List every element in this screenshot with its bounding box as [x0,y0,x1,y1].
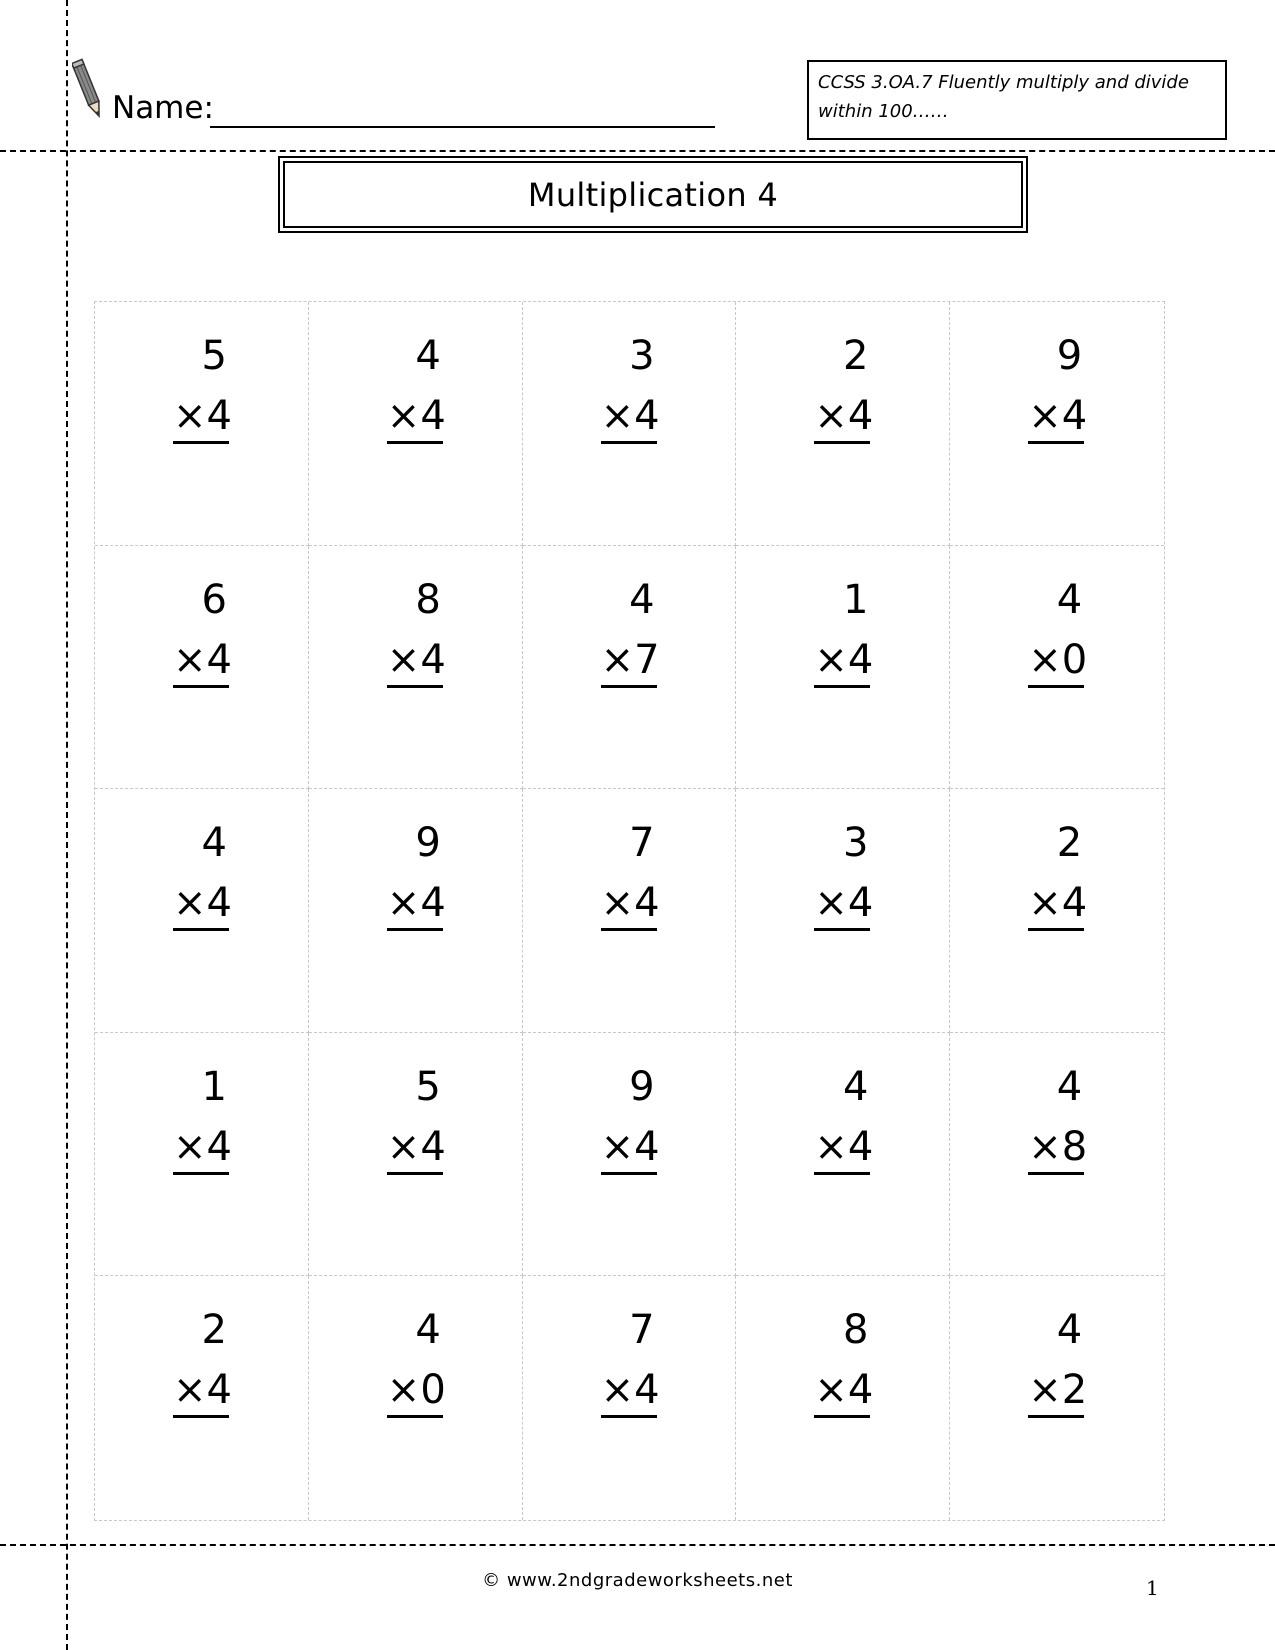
problem-cell[interactable] [523,1276,737,1520]
problem-top-number: 3 [842,820,869,867]
problem [386,1306,446,1418]
problem [1028,332,1088,444]
problem-multiplier: ×4 [387,392,443,444]
problem-top-number: 4 [1056,1307,1083,1354]
problem [814,576,874,688]
problem [1028,1306,1088,1418]
problem [600,576,660,688]
problem-cell[interactable] [736,1276,950,1520]
problem-top-number: 9 [1056,333,1083,379]
problem [814,819,874,931]
problem-top-number: 4 [201,820,227,867]
problem [1028,1063,1088,1175]
guide-line-bottom [0,1544,1275,1546]
problem-multiplier: ×4 [814,1123,870,1175]
problem [386,819,446,931]
problem [600,1063,660,1175]
problem-top-number: 7 [629,820,655,867]
problem [173,576,232,688]
problem-multiplier: ×4 [1028,392,1084,444]
problem-top-number: 9 [415,820,441,867]
name-write-line[interactable] [210,126,715,128]
problem-multiplier: ×4 [601,879,657,931]
problem-multiplier: ×4 [814,392,870,444]
problem-multiplier: ×4 [814,1366,870,1418]
problem-top-number: 1 [201,1063,227,1110]
problem [600,819,660,931]
name-label: Name: [112,90,214,126]
problem-cell[interactable] [523,789,737,1033]
problem [600,332,660,444]
problem-top-number: 2 [201,1307,227,1354]
problem-multiplier: ×4 [601,1366,657,1418]
problem [814,332,874,444]
problem-cell[interactable] [95,302,309,546]
problem-multiplier: ×4 [173,1123,229,1175]
standard-text-line1: CCSS 3.OA.7 Fluently multiply and divide [818,72,1189,93]
problem [386,1063,446,1175]
problem-multiplier: ×4 [814,636,870,688]
problem-multiplier: ×4 [814,879,870,931]
problem-cell[interactable] [736,789,950,1033]
problem [814,1306,874,1418]
problem-top-number: 7 [629,1307,655,1354]
problem [173,332,232,444]
problem-multiplier: ×0 [1028,636,1084,688]
page-number: 1 [1146,1576,1159,1600]
problem-top-number: 5 [415,1063,441,1110]
problem-top-number: 2 [842,333,869,379]
standard-text-line2: within 100…… [818,101,949,122]
problem-multiplier: ×4 [173,879,229,931]
guide-line-top [0,150,1275,152]
problem-top-number: 4 [415,333,441,379]
problem-cell[interactable] [309,789,523,1033]
problem-multiplier: ×4 [1028,879,1084,931]
problem-top-number: 9 [629,1063,655,1110]
problem-multiplier: ×4 [387,1123,443,1175]
problem-cell[interactable] [95,789,309,1033]
problem-cell[interactable] [309,1033,523,1277]
problem-top-number: 8 [842,1307,869,1354]
problem-cell[interactable] [950,789,1164,1033]
standard-box [807,60,1227,140]
problem-cell[interactable] [523,546,737,790]
problem-multiplier: ×4 [387,636,443,688]
problem-multiplier: ×4 [173,392,229,444]
problem [173,819,232,931]
problem-top-number: 1 [842,576,869,623]
problem-cell[interactable] [950,1033,1164,1277]
problem-multiplier: ×4 [601,1123,657,1175]
problem [173,1306,232,1418]
problem-top-number: 2 [1056,820,1083,867]
problem [600,1306,660,1418]
margin-guide-vertical [66,0,68,1650]
problem-multiplier: ×4 [387,879,443,931]
problem-multiplier: ×8 [1028,1123,1084,1175]
problem-cell[interactable] [736,302,950,546]
copyright-footer: © www.2ndgradeworksheets.net [482,1570,793,1591]
problem-multiplier: ×7 [601,636,657,688]
problem-multiplier: ×4 [601,392,657,444]
problem-multiplier: ×0 [387,1366,443,1418]
problem [1028,819,1088,931]
problem-top-number: 4 [1056,1063,1083,1110]
problem-top-number: 4 [842,1063,869,1110]
problem-cell[interactable] [736,1033,950,1277]
problem-cell[interactable] [736,546,950,790]
problem [386,332,446,444]
problem-cell[interactable] [95,1033,309,1277]
problem-top-number: 6 [201,576,227,623]
page-title: Multiplication 4 [283,161,1023,228]
problem [814,1063,874,1175]
problem-top-number: 4 [415,1307,441,1354]
problem-multiplier: ×4 [173,636,229,688]
problem-cell[interactable] [950,302,1164,546]
problem-cell[interactable] [523,1033,737,1277]
problem-grid [94,301,1165,1521]
problem-cell[interactable] [95,1276,309,1520]
problem-top-number: 4 [629,576,655,623]
problem-top-number: 5 [201,333,227,379]
problem [1028,576,1088,688]
problem-top-number: 3 [629,333,655,379]
problem-cell[interactable] [523,302,737,546]
title-box [278,156,1028,233]
problem-top-number: 4 [1056,576,1083,623]
problem-cell[interactable] [950,1276,1164,1520]
pencil-icon [72,58,106,122]
problem [386,576,446,688]
problem-multiplier: ×2 [1028,1366,1084,1418]
problem-cell[interactable] [95,546,309,790]
problem-cell[interactable] [309,1276,523,1520]
problem-top-number: 8 [415,576,441,623]
problem-cell[interactable] [950,546,1164,790]
problem-multiplier: ×4 [173,1366,229,1418]
problem-cell[interactable] [309,546,523,790]
problem [173,1063,232,1175]
problem-cell[interactable] [309,302,523,546]
